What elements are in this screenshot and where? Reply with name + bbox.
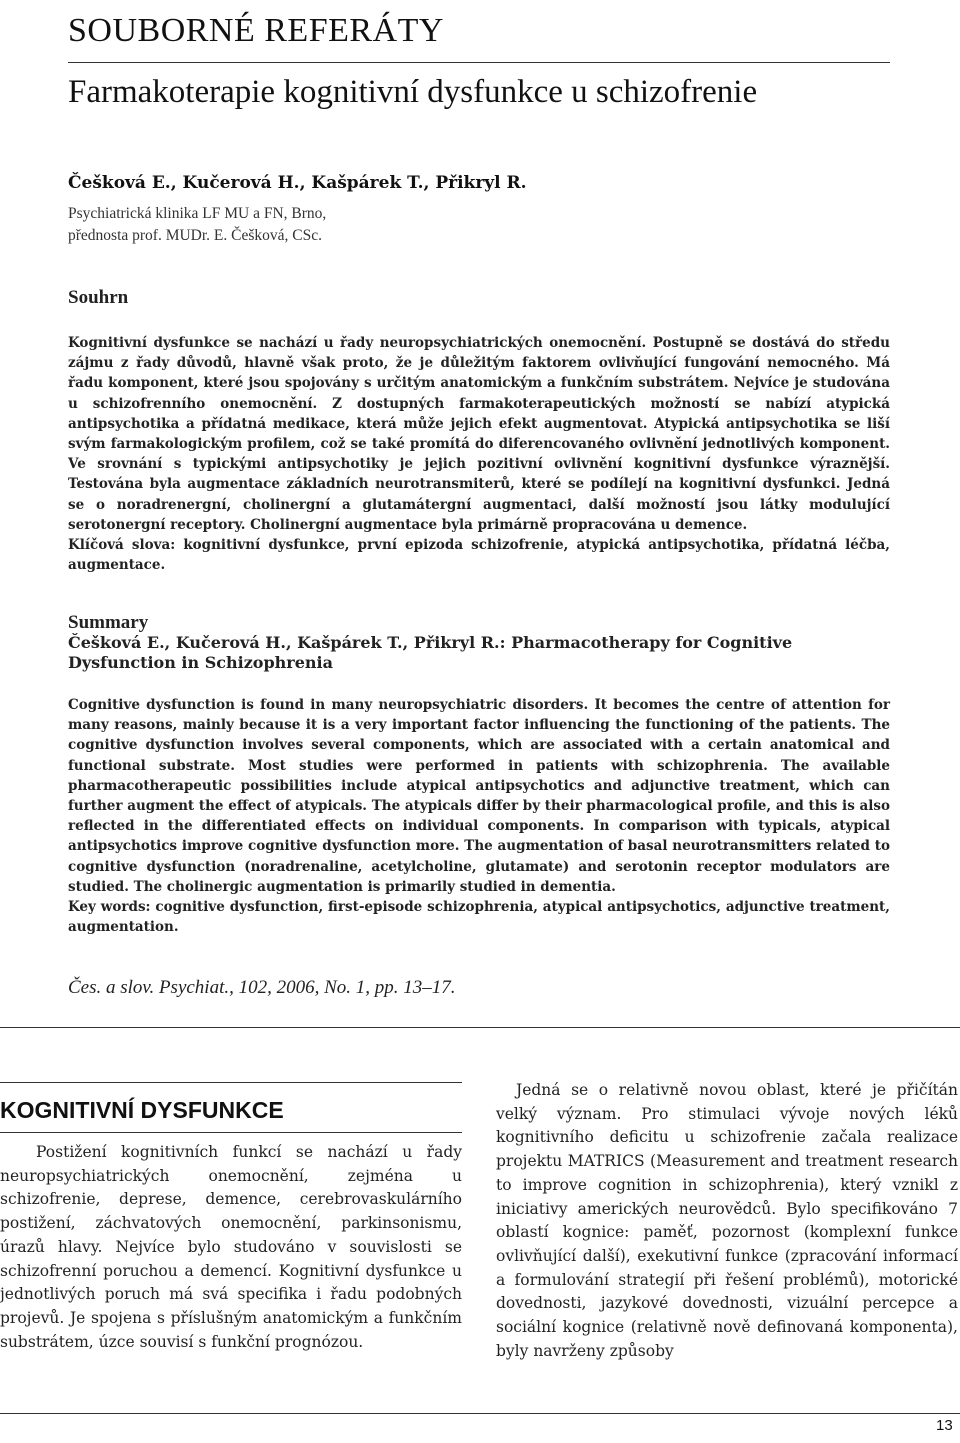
section-heading: KOGNITIVNÍ DYSFUNKCE <box>0 1097 284 1123</box>
footer-rule <box>0 1413 960 1414</box>
right-column-paragraph: Jedná se o relativně novou oblast, které je přičítán velký význam. Pro stimulaci vývoje nových léků kognitivního deficitu u schizofrenie začala realizace projektu MATRICS (Measurement and treatment research to improve cognition in schizophrenia), který vznikl z iniciativy amerických neurovědců. Bylo specifikováno 7 oblastí kognice: paměť, pozornost (komplexní funkce ovlivňující další), exekutivní funkce (zpracování informací a formulování strategií při řešení problémů), motorické dovednosti, jazykové dovednosti, vizuální percepce a sociální kognice (relativně nově definovaná komponenta), byly navrženy způsoby <box>496 1081 958 1360</box>
left-column <box>0 1141 462 1354</box>
souhrn-abstract <box>68 333 890 575</box>
summary-text: Cognitive dysfunction is found in many neuropsychiatric disorders. It becomes the centre of attention for many reasons, mainly because it is a very important factor influencing the functioning of the patients. The cognitive dysfunction involves several components, which are associated with a certain anatomical and functional substrate. Most studies were performed in patients with schizophrenia. The available pharmacotherapeutic possibilities include atypical antipsychotics and adjunctive treatment, which can further augment the effect of atypicals. The atypicals differ by their pharmacological profile, and this is also reflected in the differentiated effects on individual components. In comparison with typicals, atypical antipsychotics improve cognitive dysfunction more. The augmentation of basal neurotransmitters related to cognitive dysfunction (noradrenaline, acetylcholine, glutamate) and serotonin receptor modulators are studied. The cholinergic augmentation is primarily studied in dementia. <box>68 697 890 895</box>
journal-citation: Čes. a slov. Psychiat., 102, 2006, No. 1, pp. 13–17. <box>68 977 456 998</box>
header-rule <box>68 62 890 63</box>
summary-title: Češková E., Kučerová H., Kašpárek T., Přikryl R.: Pharmacotherapy for Cognitive Dysfunction in Schizophrenia <box>68 633 793 672</box>
summary-keywords: Key words: cognitive dysfunction, first-episode schizophrenia, atypical antipsychotics, adjunctive treatment, augmentation. <box>68 899 890 936</box>
affiliation-line-1: Psychiatrická klinika LF MU a FN, Brno, <box>68 205 327 222</box>
affiliation <box>68 203 326 247</box>
authors: Češková E., Kučerová H., Kašpárek T., Přikryl R. <box>68 173 527 193</box>
summary-heading: Summary <box>68 612 149 633</box>
souhrn-text: Kognitivní dysfunkce se nachází u řady neuropsychiatrických onemocnění. Postupně se dostává do středu zájmu z řady důvodů, hlavně však proto, že je důležitým faktorem ovlivňující fungování nemocného. Má řadu komponent, které jsou spojovány s určitým anatomickým a funkčním substrátem. Nejvíce je studována u schizofrenního onemocnění. Z dostupných farmakoterapeutických možností se nabízí atypická antipsychotika a přídatná medikace, která může jejich efekt augmentovat. Atypická antipsychotika se liší svým farmakologickým profilem, což se také promítá do diferencovaného ovlivnění jednotlivých komponent. Ve srovnání s typickými antipsychotiky je jejich pozitivní ovlivnění kognitivní dysfunkce výraznější. Testována byla augmentace základních neurotransmiterů, které se podílejí na kognitivní dysfunkci. Jedná se o noradrenergní, cholinergní a glutamátergní augmentaci, další možností jsou látky modulující serotonergní receptory. Cholinergní augmentace byla primárně propracována u demence. <box>68 335 890 533</box>
souhrn-heading: Souhrn <box>68 287 129 308</box>
left-column-top-rule <box>0 1082 462 1083</box>
page-number: 13 <box>936 1417 953 1434</box>
section-label: SOUBORNÉ REFERÁTY <box>68 12 444 49</box>
souhrn-keywords: Klíčová slova: kognitivní dysfunkce, první epizoda schizofrenie, atypická antipsychotika, přídatná léčba, augmentace. <box>68 537 890 574</box>
affiliation-line-2: přednosta prof. MUDr. E. Češková, CSc. <box>68 227 322 244</box>
left-column-heading-rule <box>0 1132 462 1133</box>
summary-abstract <box>68 695 890 937</box>
abstract-end-rule <box>0 1027 960 1028</box>
article-title: Farmakoterapie kognitivní dysfunkce u schizofrenie <box>68 74 758 110</box>
right-column <box>496 1079 958 1363</box>
left-column-paragraph: Postižení kognitivních funkcí se nachází u řady neuropsychiatrických onemocnění, zejména u schizofrenie, deprese, demence, cerebrovaskulárního postižení, záchvatových onemocnění, parkinsonismu, úrazů hlavy. Nejvíce bylo studováno v souvislosti se schizofrenní poruchou a demencí. Kognitivní dysfunkce u jednotlivých poruch má svá specifika i řadu podobných projevů. Je spojena s příslušným anatomickým a funkčním substrátem, úzce souvisí s funkční prognózou. <box>0 1143 462 1351</box>
